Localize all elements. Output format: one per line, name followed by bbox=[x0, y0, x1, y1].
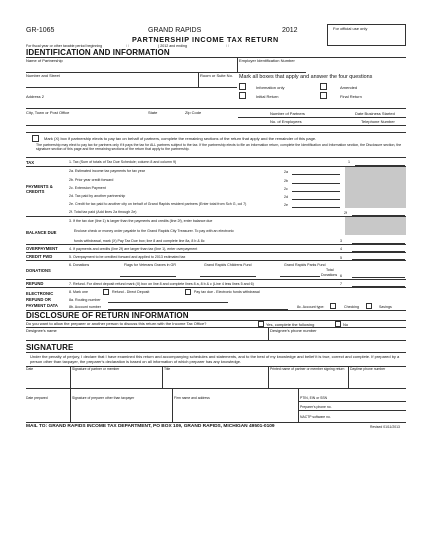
line-2c-amount[interactable] bbox=[292, 184, 340, 192]
ein-label: Employer Identification Number bbox=[239, 58, 295, 63]
date-prepared-label: Date prepared bbox=[26, 396, 48, 400]
phone-label: Telephone Number bbox=[361, 119, 395, 124]
initial-return-label: Initial Return bbox=[256, 94, 279, 99]
line-1-amount[interactable] bbox=[355, 158, 405, 166]
signature-heading: SIGNATURE bbox=[26, 343, 74, 352]
designee-name-field[interactable] bbox=[26, 333, 266, 339]
official-use-label: For official use only bbox=[333, 26, 368, 31]
overpayment-label: OVERPAYMENT bbox=[26, 246, 58, 251]
info-only-label: Information only bbox=[256, 85, 285, 90]
line-8-label: 8. Mark one bbox=[69, 290, 88, 294]
donation-veterans-amount[interactable] bbox=[120, 269, 176, 277]
line-2a-label: 2a. Estimated income tax payments for tax year bbox=[69, 169, 145, 173]
donation-childrens-label: Grand Rapids Childrens Fund bbox=[204, 263, 252, 267]
pay-tax-due-label: Pay tax due - Electronic funds withdrawal bbox=[194, 290, 260, 294]
savings-checkbox[interactable] bbox=[366, 303, 372, 309]
refund-direct-deposit-label: Refund - Direct Deposit bbox=[112, 290, 150, 294]
fiscal-year-end-date[interactable]: / / bbox=[226, 44, 229, 48]
room-label: Room or Suite No. bbox=[200, 73, 233, 78]
line-3-enclose: Enclose check or money order payable to the Grand Rapids City Treasurer. To pay with an electronic bbox=[74, 229, 234, 233]
line-2f-label: 2f. Total tax paid (Add lines 2a through 2e) bbox=[69, 210, 137, 214]
line-6-code: 6 bbox=[340, 274, 342, 278]
tax-line-1-label: 1. Tax (Sum of totals of Tax Due Schedule; column 8 and column 9) bbox=[69, 160, 177, 164]
total-donations-label-2: Donations bbox=[321, 273, 338, 277]
final-return-checkbox[interactable] bbox=[320, 92, 327, 99]
line-8b-label: 8b. Account number bbox=[69, 305, 101, 309]
street-label: Number and Street bbox=[26, 73, 60, 78]
line-6-label: 6. Donations bbox=[69, 263, 90, 267]
partnership-name-field[interactable] bbox=[26, 63, 236, 71]
designee-phone-label: Designee's phone number bbox=[270, 328, 317, 333]
payments-label-2: CREDITS bbox=[26, 189, 45, 194]
amended-label: Amended bbox=[340, 85, 358, 90]
line-2b-label: 2b. Prior year credit forward bbox=[69, 178, 114, 182]
fiscal-year-mid: ( 2012 and ending bbox=[158, 44, 187, 48]
line-2a-code: 2a bbox=[284, 170, 288, 174]
line-2e-amount[interactable] bbox=[292, 200, 340, 208]
ein-field[interactable] bbox=[239, 63, 305, 71]
state-field[interactable] bbox=[148, 116, 178, 123]
savings-label: Savings bbox=[379, 305, 392, 309]
line-2f-amount[interactable] bbox=[352, 208, 405, 216]
line-3-efw: funds withdrawal, mark (X) Pay Tax Due box; line 8 and complete line 8a, 8 b & 8c bbox=[74, 239, 205, 243]
ptin-label: PTIN, EIN or SSN bbox=[300, 396, 328, 400]
firm-name-label: Firm name and address bbox=[174, 396, 210, 400]
disclosure-yes-label: Yes, complete the following bbox=[266, 322, 315, 327]
final-return-label: Final Return bbox=[340, 94, 362, 99]
donation-parks-label: Grand Rapids Parks Fund bbox=[284, 263, 326, 267]
routing-number-field[interactable] bbox=[108, 296, 228, 303]
line-7-code: 7 bbox=[340, 282, 342, 286]
state-label: State bbox=[148, 110, 158, 115]
sig-preparer-label: Signature of preparer other than taxpayer bbox=[72, 396, 135, 400]
zip-label: Zip Code bbox=[185, 110, 202, 115]
printed-name-label: Printed name of partner or member signing return bbox=[270, 367, 345, 371]
form-title: PARTNERSHIP INCOME TAX RETURN bbox=[132, 35, 279, 44]
title-label: Title bbox=[164, 367, 171, 371]
mark-boxes-title: Mark all boxes that apply and answer the four questions bbox=[239, 74, 373, 80]
line-1-code: 1 bbox=[348, 160, 350, 164]
line-2e-code: 2e bbox=[284, 203, 288, 207]
revised-date: Revised 01/11/2013 bbox=[370, 425, 400, 429]
form-code: GR-1065 bbox=[26, 27, 55, 34]
balance-due-label: BALANCE DUE bbox=[26, 230, 57, 235]
disclosure-question: Do you want to allow the preparer or another person to discuss this return with the Income Tax Office? bbox=[26, 321, 207, 326]
election-paragraph: The partnership may elect to pay tax for partners only if it pays the tax for ALL partners subject to the tax. If the partnership elects to file an information return, complete the Identification and Information section, the Disclosure section, the signature section of this page and the remaining sections of the return that apply to the partnership. bbox=[36, 143, 402, 152]
fiscal-year-prefix: For fiscal year or other taxable period beginning bbox=[26, 44, 103, 48]
preparer-phone-label: Preparer's phone no. bbox=[300, 405, 332, 409]
partnership-name-label: Name of Partnership bbox=[26, 58, 63, 63]
date-label: Date bbox=[26, 367, 34, 371]
credit-fwd-label: CREDIT FWD bbox=[26, 254, 53, 259]
address2-field[interactable] bbox=[26, 99, 236, 107]
elect-tax-text: Mark (X) box if partnership elects to pay tax on behalf of partners, complete the remaining sections of the return that apply and the remainder of this page. bbox=[44, 136, 317, 141]
account-number-field[interactable] bbox=[108, 303, 288, 310]
line-4-label: 4. If payments and credits (line 2f) are larger than tax (line 1), enter overpayment bbox=[69, 247, 198, 251]
line-5-label: 5. Overpayment to be credited forward and applied to 2013 estimated tax bbox=[69, 255, 186, 259]
designee-phone-field[interactable] bbox=[270, 333, 404, 339]
line-8a-label: 8a. Routing number bbox=[69, 298, 101, 302]
elect-tax-checkbox[interactable] bbox=[32, 135, 39, 142]
signature-declaration: Under the penalty of perjury, I declare that I have examined this return and accompanying schedules and statements, and to the best of my knowledge and belief it is true, correct and complete. If prepared by a person other than taxpayer, the preparer's declaration is based on all information of which preparer has any knowledge. bbox=[30, 354, 400, 364]
line-2e-label: 2e. Credit for tax paid to another city on behalf of Grand Rapids resident partners (Enter total from Sch G, col 7) bbox=[69, 202, 247, 206]
address2-label: Address 2 bbox=[26, 94, 45, 99]
line-5-code: 5 bbox=[340, 256, 342, 260]
date-started-label: Date Business Started bbox=[355, 111, 395, 116]
disclosure-no-label: No bbox=[343, 322, 349, 327]
info-only-checkbox[interactable] bbox=[239, 83, 246, 90]
line-5-amount[interactable] bbox=[352, 253, 405, 260]
tax-year: 2012 bbox=[282, 27, 298, 34]
city-label: City, Town or Post Office bbox=[26, 110, 70, 115]
electronic-label-2: REFUND OR bbox=[26, 297, 51, 302]
checking-label: Checking bbox=[344, 305, 359, 309]
amended-checkbox[interactable] bbox=[320, 83, 327, 90]
official-use-box bbox=[327, 24, 406, 46]
line-7-amount[interactable] bbox=[352, 280, 405, 287]
line-2d-label: 2d. Tax paid by another partnership bbox=[69, 194, 126, 198]
line-3-code: 3 bbox=[340, 239, 342, 243]
initial-return-checkbox[interactable] bbox=[239, 92, 246, 99]
total-donations-label-1: Total bbox=[326, 268, 334, 272]
line-7-label: 7. Refund. For direct deposit refund mark (X) box on line 8 and complete lines 8 a, 8 b & c (Line 4 less lines 5 and 6) bbox=[69, 282, 254, 286]
line-2a-amount[interactable] bbox=[292, 167, 340, 175]
tax-section-label: TAX bbox=[26, 160, 35, 165]
line-2d-code: 2d bbox=[284, 195, 288, 199]
line-2d-amount[interactable] bbox=[292, 192, 340, 200]
checking-checkbox[interactable] bbox=[330, 303, 336, 309]
identification-heading: IDENTIFICATION AND INFORMATION bbox=[26, 48, 170, 57]
fiscal-year-begin-date[interactable]: / / bbox=[126, 44, 129, 48]
daytime-phone-label: Daytime phone number bbox=[350, 367, 386, 371]
payments-shaded-column bbox=[345, 167, 406, 208]
balance-shaded bbox=[345, 217, 406, 235]
donation-veterans-label: Flags for Veterans Graves in GR bbox=[124, 263, 176, 267]
refund-direct-deposit-checkbox[interactable] bbox=[103, 289, 109, 295]
line-4-amount[interactable] bbox=[352, 245, 405, 252]
designee-name-label: Designee's name bbox=[26, 328, 57, 333]
line-2c-code: 2c bbox=[284, 187, 288, 191]
donations-label: DONATIONS bbox=[26, 268, 51, 273]
line-8c-label: 8c. Account type: bbox=[297, 305, 325, 309]
line-3-amount[interactable] bbox=[352, 236, 405, 244]
donation-parks-amount[interactable] bbox=[280, 269, 320, 277]
line-4-code: 4 bbox=[340, 247, 342, 251]
mail-to-address: MAIL TO: GRAND RAPIDS INCOME TAX DEPARTMENT, PO BOX 109, GRAND RAPIDS, MICHIGAN 49501-0109 bbox=[26, 424, 275, 429]
room-field[interactable] bbox=[200, 78, 236, 86]
partner-signature-field[interactable] bbox=[72, 372, 160, 387]
sig-partner-label: Signature of partner or member bbox=[72, 367, 120, 371]
pay-tax-due-checkbox[interactable] bbox=[185, 289, 191, 295]
electronic-label-3: PAYMENT DATA bbox=[26, 303, 58, 308]
street-field[interactable] bbox=[26, 78, 226, 86]
num-partners-label: Number of Partners bbox=[270, 111, 305, 116]
disclosure-heading: DISCLOSURE OF RETURN INFORMATION bbox=[26, 311, 189, 320]
city-name: GRAND RAPIDS bbox=[148, 27, 202, 34]
nactp-software-label: NACTP software no. bbox=[300, 415, 331, 419]
zip-field[interactable] bbox=[185, 116, 235, 123]
line-2b-code: 2b bbox=[284, 179, 288, 183]
line-2f-code: 2f bbox=[344, 211, 347, 215]
line-2c-label: 2c. Extension Payment bbox=[69, 186, 106, 190]
city-field[interactable] bbox=[26, 116, 146, 123]
num-employees-label: No. of Employees bbox=[270, 119, 302, 124]
electronic-label-1: ELECTRONIC bbox=[26, 291, 54, 296]
donation-childrens-amount[interactable] bbox=[200, 269, 256, 277]
line-3-label: 3. If the tax due (line 1) is larger than the payments and credits (line 2f), enter balance due bbox=[69, 219, 213, 223]
payments-label-1: PAYMENTS & bbox=[26, 184, 53, 189]
line-6-amount[interactable] bbox=[352, 271, 405, 278]
line-2b-amount[interactable] bbox=[292, 176, 340, 184]
refund-label: REFUND bbox=[26, 281, 44, 286]
